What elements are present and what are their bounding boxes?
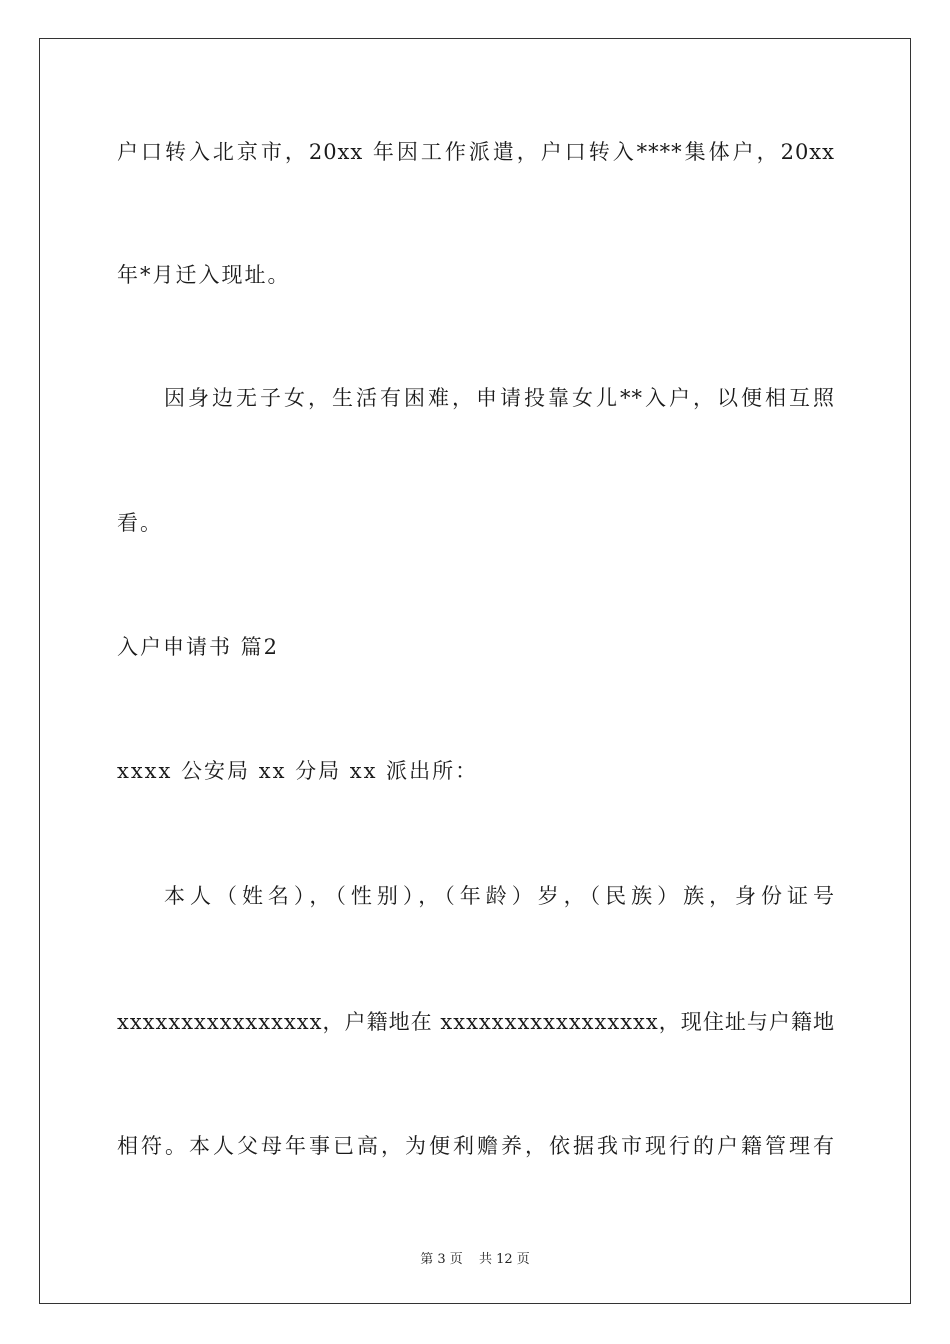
body-line-7: 本人（姓名），（性别），（年龄）岁，（民族）族，身份证号: [164, 884, 835, 908]
page-footer: [0, 1248, 950, 1267]
body-line-3: 因身边无子女，生活有困难，申请投靠女儿**入户，以便相互照: [164, 386, 835, 410]
body-line-2: 年*月迁入现址。: [117, 263, 291, 287]
page-total: 共 12 页: [478, 1252, 530, 1267]
body-line-8: xxxxxxxxxxxxxxxx，户籍地在 xxxxxxxxxxxxxxxxx，现住址与户籍地: [117, 1010, 835, 1034]
page-border: [39, 38, 911, 1304]
section-heading: 入户申请书 篇2: [117, 635, 280, 659]
body-line-1: 户口转入北京市，20xx 年因工作派遣，户口转入****集体户，20xx: [117, 140, 835, 164]
body-line-9: 相符。本人父母年事已高，为便利赡养，依据我市现行的户籍管理有: [117, 1134, 835, 1158]
addressee-line: xxxx 公安局 xx 分局 xx 派出所：: [117, 759, 479, 783]
page-number: 第 3 页: [420, 1252, 463, 1267]
body-line-4: 看。: [117, 511, 163, 535]
